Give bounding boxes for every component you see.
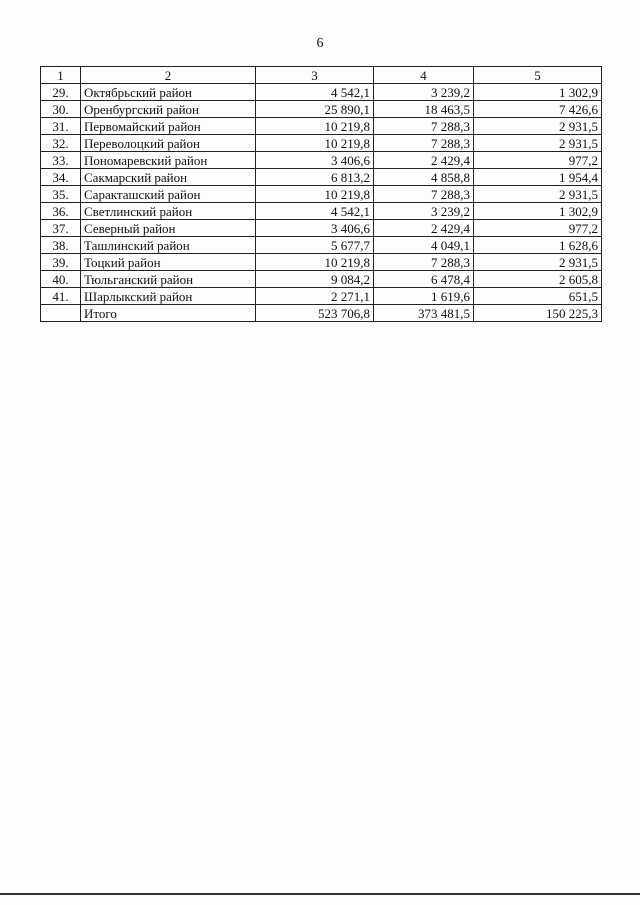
value-col-4: 7 288,3 — [374, 135, 474, 152]
value-col-3: 4 542,1 — [256, 84, 374, 101]
value-col-3: 3 406,6 — [256, 220, 374, 237]
value-col-4: 3 239,2 — [374, 84, 474, 101]
district-name: Пономаревский район — [81, 152, 256, 169]
table-row — [41, 135, 602, 152]
header-cell-1: 1 — [41, 67, 81, 84]
value-col-5: 2 931,5 — [474, 118, 602, 135]
value-col-3: 5 677,7 — [256, 237, 374, 254]
value-col-5: 977,2 — [474, 152, 602, 169]
value-col-4: 2 429,4 — [374, 152, 474, 169]
total-col-4: 373 481,5 — [374, 305, 474, 322]
value-col-4: 7 288,3 — [374, 254, 474, 271]
value-col-5: 1 628,6 — [474, 237, 602, 254]
value-col-5: 651,5 — [474, 288, 602, 305]
value-col-5: 7 426,6 — [474, 101, 602, 118]
total-row-number — [41, 305, 81, 322]
header-cell-3: 3 — [256, 67, 374, 84]
value-col-3: 10 219,8 — [256, 254, 374, 271]
header-cell-2: 2 — [81, 67, 256, 84]
table-row — [41, 237, 602, 254]
table-row — [41, 203, 602, 220]
total-col-5: 150 225,3 — [474, 305, 602, 322]
header-cell-4: 4 — [374, 67, 474, 84]
row-number: 29. — [41, 84, 81, 101]
table-row — [41, 118, 602, 135]
row-number: 38. — [41, 237, 81, 254]
district-name: Тоцкий район — [81, 254, 256, 271]
table-row — [41, 84, 602, 101]
value-col-5: 977,2 — [474, 220, 602, 237]
district-name: Переволоцкий район — [81, 135, 256, 152]
value-col-5: 1 954,4 — [474, 169, 602, 186]
total-label: Итого — [81, 305, 256, 322]
row-number: 31. — [41, 118, 81, 135]
value-col-4: 4 858,8 — [374, 169, 474, 186]
total-row — [41, 305, 602, 322]
district-name: Первомайский район — [81, 118, 256, 135]
table-row — [41, 220, 602, 237]
row-number: 40. — [41, 271, 81, 288]
total-col-3: 523 706,8 — [256, 305, 374, 322]
value-col-3: 3 406,6 — [256, 152, 374, 169]
value-col-5: 1 302,9 — [474, 84, 602, 101]
row-number: 35. — [41, 186, 81, 203]
value-col-3: 25 890,1 — [256, 101, 374, 118]
table-row — [41, 288, 602, 305]
table-row — [41, 169, 602, 186]
page-bottom-edge — [0, 893, 640, 895]
value-col-4: 2 429,4 — [374, 220, 474, 237]
table-row — [41, 101, 602, 118]
district-name: Северный район — [81, 220, 256, 237]
district-name: Октябрьский район — [81, 84, 256, 101]
value-col-3: 9 084,2 — [256, 271, 374, 288]
value-col-4: 7 288,3 — [374, 186, 474, 203]
row-number: 37. — [41, 220, 81, 237]
header-cell-5: 5 — [474, 67, 602, 84]
district-name: Оренбургский район — [81, 101, 256, 118]
district-name: Тюльганский район — [81, 271, 256, 288]
row-number: 34. — [41, 169, 81, 186]
value-col-5: 2 931,5 — [474, 254, 602, 271]
row-number: 41. — [41, 288, 81, 305]
value-col-5: 2 605,8 — [474, 271, 602, 288]
header-row — [41, 67, 602, 84]
value-col-5: 2 931,5 — [474, 186, 602, 203]
value-col-5: 2 931,5 — [474, 135, 602, 152]
row-number: 32. — [41, 135, 81, 152]
table-row — [41, 186, 602, 203]
value-col-3: 2 271,1 — [256, 288, 374, 305]
table-row — [41, 152, 602, 169]
data-table — [40, 66, 602, 322]
district-name: Саракташский район — [81, 186, 256, 203]
value-col-4: 3 239,2 — [374, 203, 474, 220]
table-body — [41, 84, 602, 322]
value-col-4: 7 288,3 — [374, 118, 474, 135]
district-name: Шарлыкский район — [81, 288, 256, 305]
row-number: 30. — [41, 101, 81, 118]
value-col-3: 6 813,2 — [256, 169, 374, 186]
value-col-4: 1 619,6 — [374, 288, 474, 305]
district-name: Ташлинский район — [81, 237, 256, 254]
value-col-3: 10 219,8 — [256, 186, 374, 203]
table-row — [41, 254, 602, 271]
value-col-3: 4 542,1 — [256, 203, 374, 220]
value-col-5: 1 302,9 — [474, 203, 602, 220]
value-col-4: 6 478,4 — [374, 271, 474, 288]
row-number: 39. — [41, 254, 81, 271]
table-row — [41, 271, 602, 288]
value-col-3: 10 219,8 — [256, 135, 374, 152]
row-number: 33. — [41, 152, 81, 169]
district-name: Сакмарский район — [81, 169, 256, 186]
page-number: 6 — [316, 36, 324, 51]
value-col-4: 4 049,1 — [374, 237, 474, 254]
value-col-3: 10 219,8 — [256, 118, 374, 135]
value-col-4: 18 463,5 — [374, 101, 474, 118]
row-number: 36. — [41, 203, 81, 220]
district-name: Светлинский район — [81, 203, 256, 220]
